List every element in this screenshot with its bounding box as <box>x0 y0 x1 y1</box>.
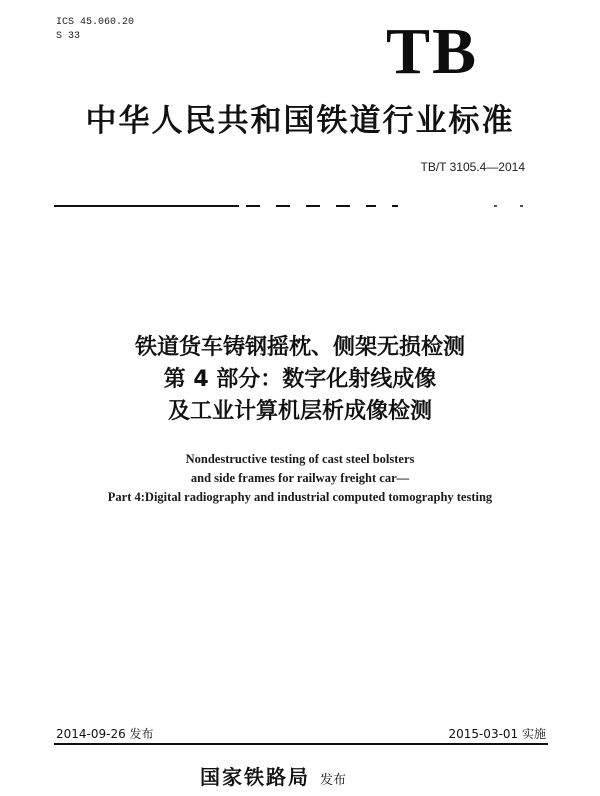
chinese-title-line-1: 铁道货车铸钢摇枕、侧架无损检测 <box>134 335 465 360</box>
publisher-name: 国家铁路局 <box>200 765 310 789</box>
english-title-line-1: Nondestructive testing of cast steel bolsters <box>185 452 415 466</box>
standard-number: TB/T 3105.4—2014 <box>420 160 525 174</box>
header-separator <box>54 205 534 208</box>
tb-logo: TB <box>386 15 479 88</box>
ics-code: ICS 45.060.20 <box>56 17 135 28</box>
publisher-action: 发布 <box>320 773 347 788</box>
publisher-line <box>200 761 420 790</box>
english-title-line-2: and side frames for railway freight car— <box>190 471 410 485</box>
bottom-rule <box>54 743 548 745</box>
ccs-code: S 33 <box>56 31 81 42</box>
english-title-line-3: Part 4:Digital radiography and industrial computed tomography testing <box>107 490 493 504</box>
standard-category-title: 中华人民共和国铁道行业标准 <box>85 103 515 139</box>
chinese-title-line-2: 第 4 部分：数字化射线成像 <box>163 367 437 392</box>
issue-date: 2014-09-26 发布 <box>56 727 154 741</box>
implementation-date: 2015-03-01 实施 <box>448 727 546 741</box>
chinese-title-line-3: 及工业计算机层析成像检测 <box>167 399 432 424</box>
